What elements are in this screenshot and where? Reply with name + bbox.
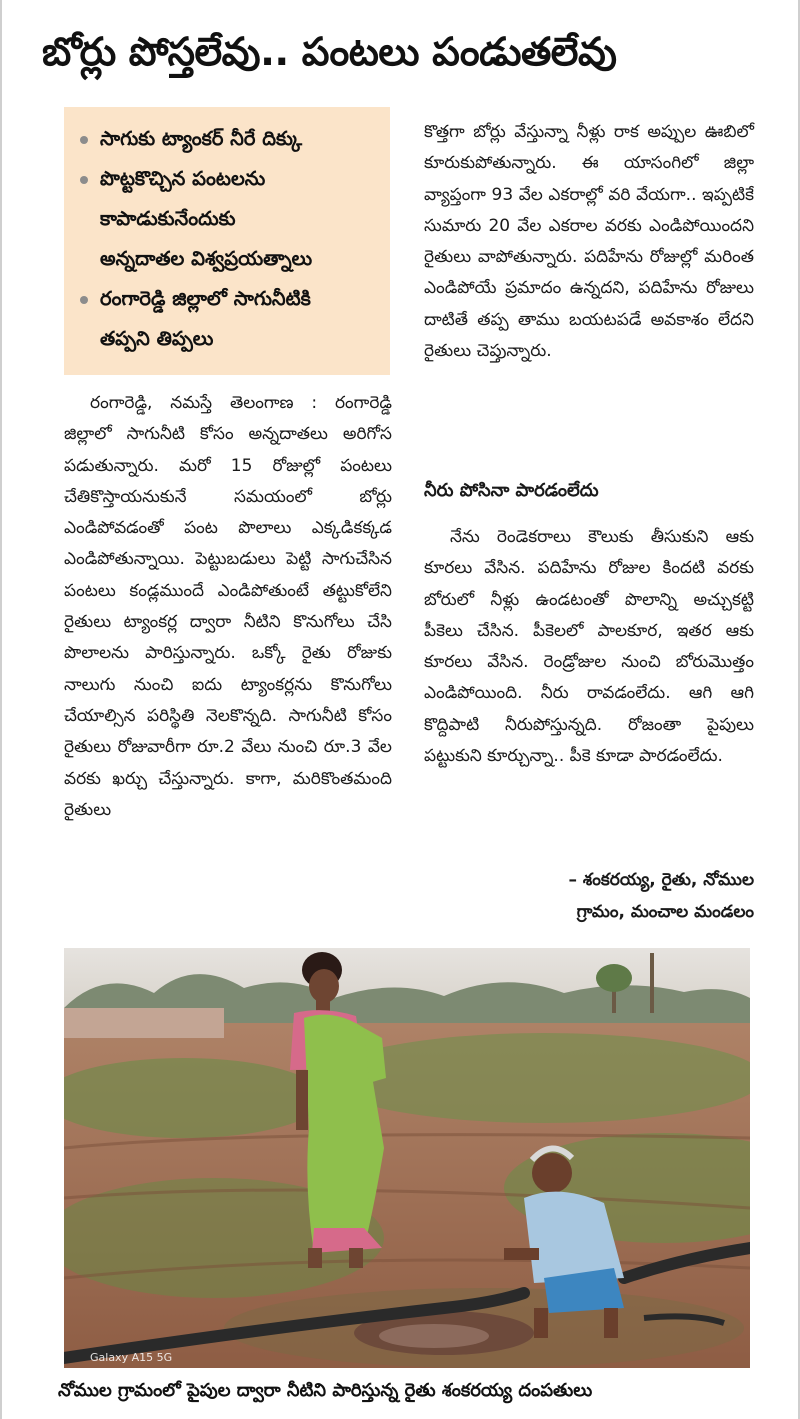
highlight-line: రంగారెడ్డి జిల్లాలో సాగునీటికి xyxy=(100,287,311,310)
highlight-line: తప్పని తిప్పలు xyxy=(100,327,214,350)
highlight-line: కాపాడుకునేందుకు xyxy=(100,207,236,230)
farm-scene-illustration xyxy=(64,948,750,1368)
attribution-line: – శంకరయ్య, రైతు, నోముల xyxy=(568,870,754,890)
highlight-item xyxy=(78,159,380,279)
highlight-line: అన్నదాతల విశ్వప్రయత్నాలు xyxy=(100,247,313,270)
quote-paragraph: నేను రెండెకరాలు కౌలుకు తీసుకుని ఆకు కూరలు వేసిన. పదిహేను రోజుల కిందటి వరకు బోరులో నీళ్లు ఉండటంతో పొలాన్ని అచ్చుకట్టి పీకెలు చేసిన. పీకెలలో పాలకూర, ఇతర ఆకు కూరలు వేసిన. రెండ్రోజుల నుంచి బోరుమొత్తం ఎండిపోయింది. నీరు రావడంలేదు. ఆగి ఆగి కొద్దిపాటి నీరుపోస్తున్నది. రోజంతా పైపులు పట్టుకుని కూర్చున్నా.. పీకె కూడా పారడంలేదు. xyxy=(424,527,754,767)
subheading: నీరు పోసినా పారడంలేదు xyxy=(424,480,599,501)
highlight-line: సాగుకు ట్యాంకర్ నీరే దిక్కు xyxy=(100,127,303,150)
headline: బోర్లు పోస్తలేవు.. పంటలు పండుతలేవు xyxy=(42,30,617,75)
attribution-line: గ్రామం, మంచాల మండలం xyxy=(576,902,754,922)
bullet-icon xyxy=(80,136,88,144)
highlight-item xyxy=(78,279,380,359)
quote-attribution xyxy=(424,864,754,928)
highlights-list xyxy=(78,119,380,359)
bullet-icon xyxy=(80,296,88,304)
highlights-box xyxy=(64,107,390,375)
article-body-left xyxy=(64,388,392,826)
photo-caption: నోముల గ్రామంలో పైపుల ద్వారా నీటిని పారిస్తున్న రైతు శంకరయ్య దంపతులు xyxy=(58,1380,593,1401)
highlight-item xyxy=(78,119,380,159)
camera-watermark: Galaxy A15 5G xyxy=(90,1351,173,1364)
farmer-quote xyxy=(424,522,754,772)
news-photo xyxy=(64,948,750,1368)
body-paragraph: రంగారెడ్డి, నమస్తే తెలంగాణ : రంగారెడ్డి జిల్లాలో సాగునీటి కోసం అన్నదాతలు అరిగోస పడుతున్నారు. మరో 15 రోజుల్లో పంటలు చేతికొస్తాయనుకునే సమయంలో బోర్లు ఎండిపోవడంతో పంట పొలాలు ఎక్కడికక్కడ ఎండిపోతున్నాయి. పెట్టుబడులు పెట్టి సాగుచేసిన పంటలు కండ్లముందే ఎండిపోతుంటే తట్టుకోలేని రైతులు ట్యాంకర్ల ద్వారా నీటిని కొనుగోలు చేసి పొలాలను పారిస్తున్నారు. ఒక్కో రైతు రోజుకు నాలుగు నుంచి ఐదు ట్యాంకర్లను కొనుగోలు చేయాల్సిన పరిస్థితి నెలకొన్నది. సాగునీటి కోసం రైతులు రోజువారీగా రూ.2 వేలు నుంచి రూ.3 వేల వరకు ఖర్చు చేస్తున్నారు. కాగా, మరికొంతమంది రైతులు xyxy=(64,393,392,820)
article-body-right xyxy=(424,117,754,367)
highlight-line: పొట్టకొచ్చిన పంటలను xyxy=(100,167,266,190)
body-paragraph: కొత్తగా బోర్లు వేస్తున్నా నీళ్లు రాక అప్పుల ఊబిలో కూరుకుపోతున్నారు. ఈ యాసంగిలో జిల్లా వ్యాప్తంగా 93 వేల ఎకరాల్లో వరి వేయగా.. ఇప్పటికే సుమారు 20 వేల ఎకరాల వరకు ఎండిపోయిందని రైతులు వాపోతున్నారు. పదిహేను రోజుల్లో మరింత ఎండిపోయే ప్రమాదం ఉన్నదని, పదిహేను రోజులు దాటితే తప్ప తాము బయటపడే అవకాశం లేదని రైతులు చెప్తున్నారు. xyxy=(424,122,754,362)
bullet-icon xyxy=(80,176,88,184)
